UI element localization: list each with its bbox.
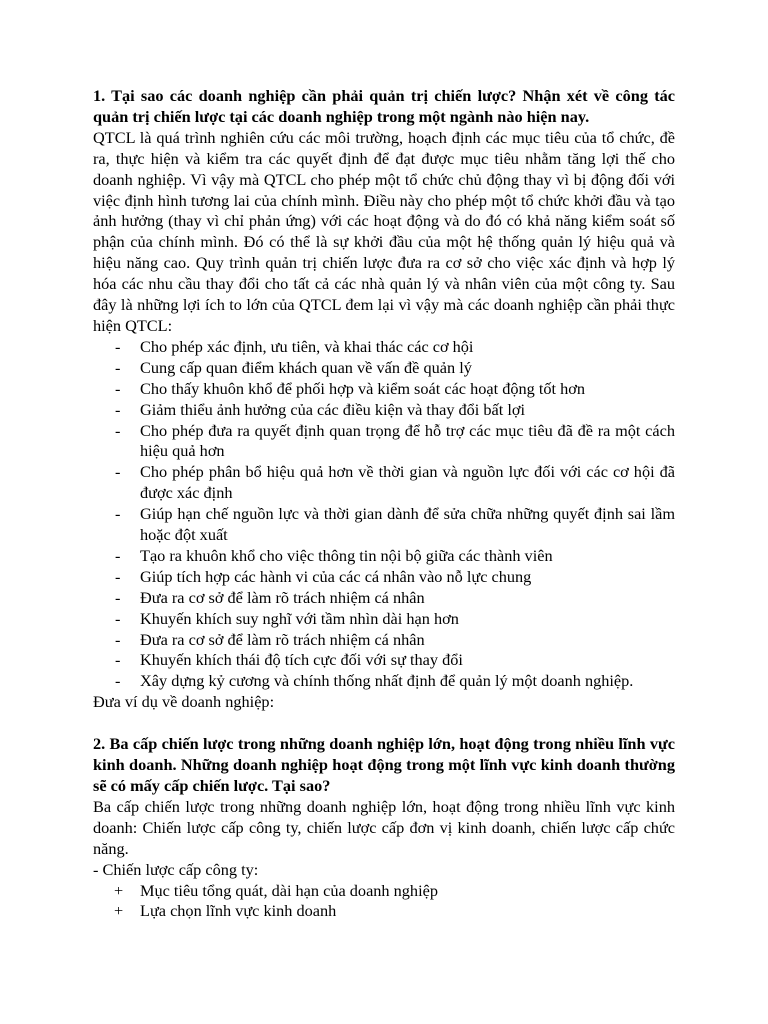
- dash-bullet: -: [115, 378, 121, 398]
- dash-bullet: -: [115, 650, 121, 670]
- dash-bullet: -: [115, 462, 121, 482]
- list-item: [93, 901, 675, 922]
- list-item: [93, 337, 675, 358]
- list-item-text: Cho thấy khuôn khổ để phối hợp và kiểm soát các hoạt động tốt hơn: [140, 378, 585, 398]
- list-item: [93, 588, 675, 609]
- dash-bullet: -: [115, 357, 121, 377]
- dash-bullet: -: [115, 420, 121, 440]
- list-item: [93, 650, 675, 671]
- list-item-text: Đưa ra cơ sở để làm rõ trách nhiệm cá nhân: [140, 587, 425, 607]
- dash-bullet: -: [115, 566, 121, 586]
- list-item-text: Đưa ra cơ sở để làm rõ trách nhiệm cá nhân: [140, 629, 425, 649]
- list-item-text: Cho phép đưa ra quyết định quan trọng để hỗ trợ các mục tiêu đã đề ra một cách hiệu quả hơn: [140, 420, 675, 461]
- dash-bullet: -: [115, 629, 121, 649]
- corporate-strategy-list: [93, 881, 675, 923]
- list-item-text: Tạo ra khuôn khổ cho việc thông tin nội bộ giữa các thành viên: [140, 545, 553, 565]
- list-item-text: Giúp tích hợp các hành vi của các cá nhân vào nỗ lực chung: [140, 566, 532, 586]
- dash-bullet: -: [115, 671, 121, 691]
- list-item: [93, 671, 675, 692]
- benefits-list: [93, 337, 675, 692]
- corporate-strategy-label: - Chiến lược cấp công ty:: [93, 859, 259, 879]
- list-item-text: Giảm thiểu ảnh hưởng của các điều kiện và thay đổi bất lợi: [140, 399, 526, 419]
- document-content: [93, 86, 675, 922]
- example-label: Đưa ví dụ về doanh nghiệp:: [93, 692, 275, 712]
- question-1-heading: 1. Tại sao các doanh nghiệp cần phải quản trị chiến lược? Nhận xét về công tác quản trị chiến lược tại các doanh nghiệp trong một ngành nào hiện nay.: [93, 86, 675, 126]
- list-item-text: Cho phép phân bổ hiệu quả hơn về thời gian và nguồn lực đối với các cơ hội đã được xác định: [140, 462, 675, 503]
- list-item: [93, 421, 675, 463]
- list-item: [93, 400, 675, 421]
- list-item-text: Lựa chọn lĩnh vực kinh doanh: [140, 901, 337, 921]
- dash-bullet: -: [115, 504, 121, 524]
- question-2-heading: 2. Ba cấp chiến lược trong những doanh nghiệp lớn, hoạt động trong nhiều lĩnh vực kinh doanh. Những doanh nghiệp hoạt động trong một lĩnh vực kinh doanh thường sẽ có mấy cấp chiến lược. Tại sao?: [93, 734, 675, 795]
- plus-bullet: +: [114, 880, 124, 900]
- list-item-text: Cung cấp quan điểm khách quan về vấn đề quản lý: [140, 357, 472, 377]
- list-item-text: Cho phép xác định, ưu tiên, và khai thác các cơ hội: [140, 336, 474, 356]
- list-item: [93, 546, 675, 567]
- question-1-body: QTCL là quá trình nghiên cứu các môi trường, hoạch định các mục tiêu của tổ chức, đề ra, thực hiện và kiểm tra các quyết định để đạt được mục tiêu nhằm tăng lợi thế cho doanh nghiệp. Vì vậy mà QTCL cho phép một tổ chức chủ động thay vì bị động đối với việc định hình tương lai của chính mình. Điều này cho phép một tổ chức khởi đầu và tạo ảnh hưởng (thay vì chỉ phản ứng) với các hoạt động và do đó có khả năng kiểm soát số phận của chính mình. Đó có thể là sự khởi đầu của một hệ thống quản lý hiệu quả và hiệu năng cao. Quy trình quản trị chiến lược đưa ra cơ sở cho việc xác định và hợp lý hóa các nhu cầu thay đổi cho tất cả các nhà quản lý và nhân viên của một công ty. Sau đây là những lợi ích to lớn của QTCL đem lại vì vậy mà các doanh nghiệp cần phải thực hiện QTCL:: [93, 127, 675, 335]
- dash-bullet: -: [115, 587, 121, 607]
- list-item: [93, 358, 675, 379]
- plus-bullet: +: [114, 901, 124, 921]
- dash-bullet: -: [115, 336, 121, 356]
- list-item-text: Khuyến khích thái độ tích cực đối với sự thay đổi: [140, 650, 463, 670]
- list-item: [93, 379, 675, 400]
- dash-bullet: -: [115, 545, 121, 565]
- list-item-text: Khuyến khích suy nghĩ với tầm nhìn dài hạn hơn: [140, 608, 459, 628]
- dash-bullet: -: [115, 608, 121, 628]
- list-item: [93, 881, 675, 902]
- list-item: [93, 567, 675, 588]
- list-item: [93, 462, 675, 504]
- list-item-text: Mục tiêu tổng quát, dài hạn của doanh nghiệp: [140, 880, 438, 900]
- dash-bullet: -: [115, 399, 121, 419]
- list-item: [93, 630, 675, 651]
- list-item-text: Giúp hạn chế nguồn lực và thời gian dành để sửa chữa những quyết định sai lầm hoặc đột xuất: [140, 504, 675, 545]
- paragraph-gap: [93, 713, 675, 734]
- question-2-body: Ba cấp chiến lược trong những doanh nghiệp lớn, hoạt động trong nhiều lĩnh vực kinh doanh: Chiến lược cấp công ty, chiến lược cấp đơn vị kinh doanh, chiến lược cấp chức năng.: [93, 796, 675, 858]
- list-item: [93, 504, 675, 546]
- list-item: [93, 609, 675, 630]
- list-item-text: Xây dựng kỷ cương và chính thống nhất định để quản lý một doanh nghiệp.: [140, 671, 634, 691]
